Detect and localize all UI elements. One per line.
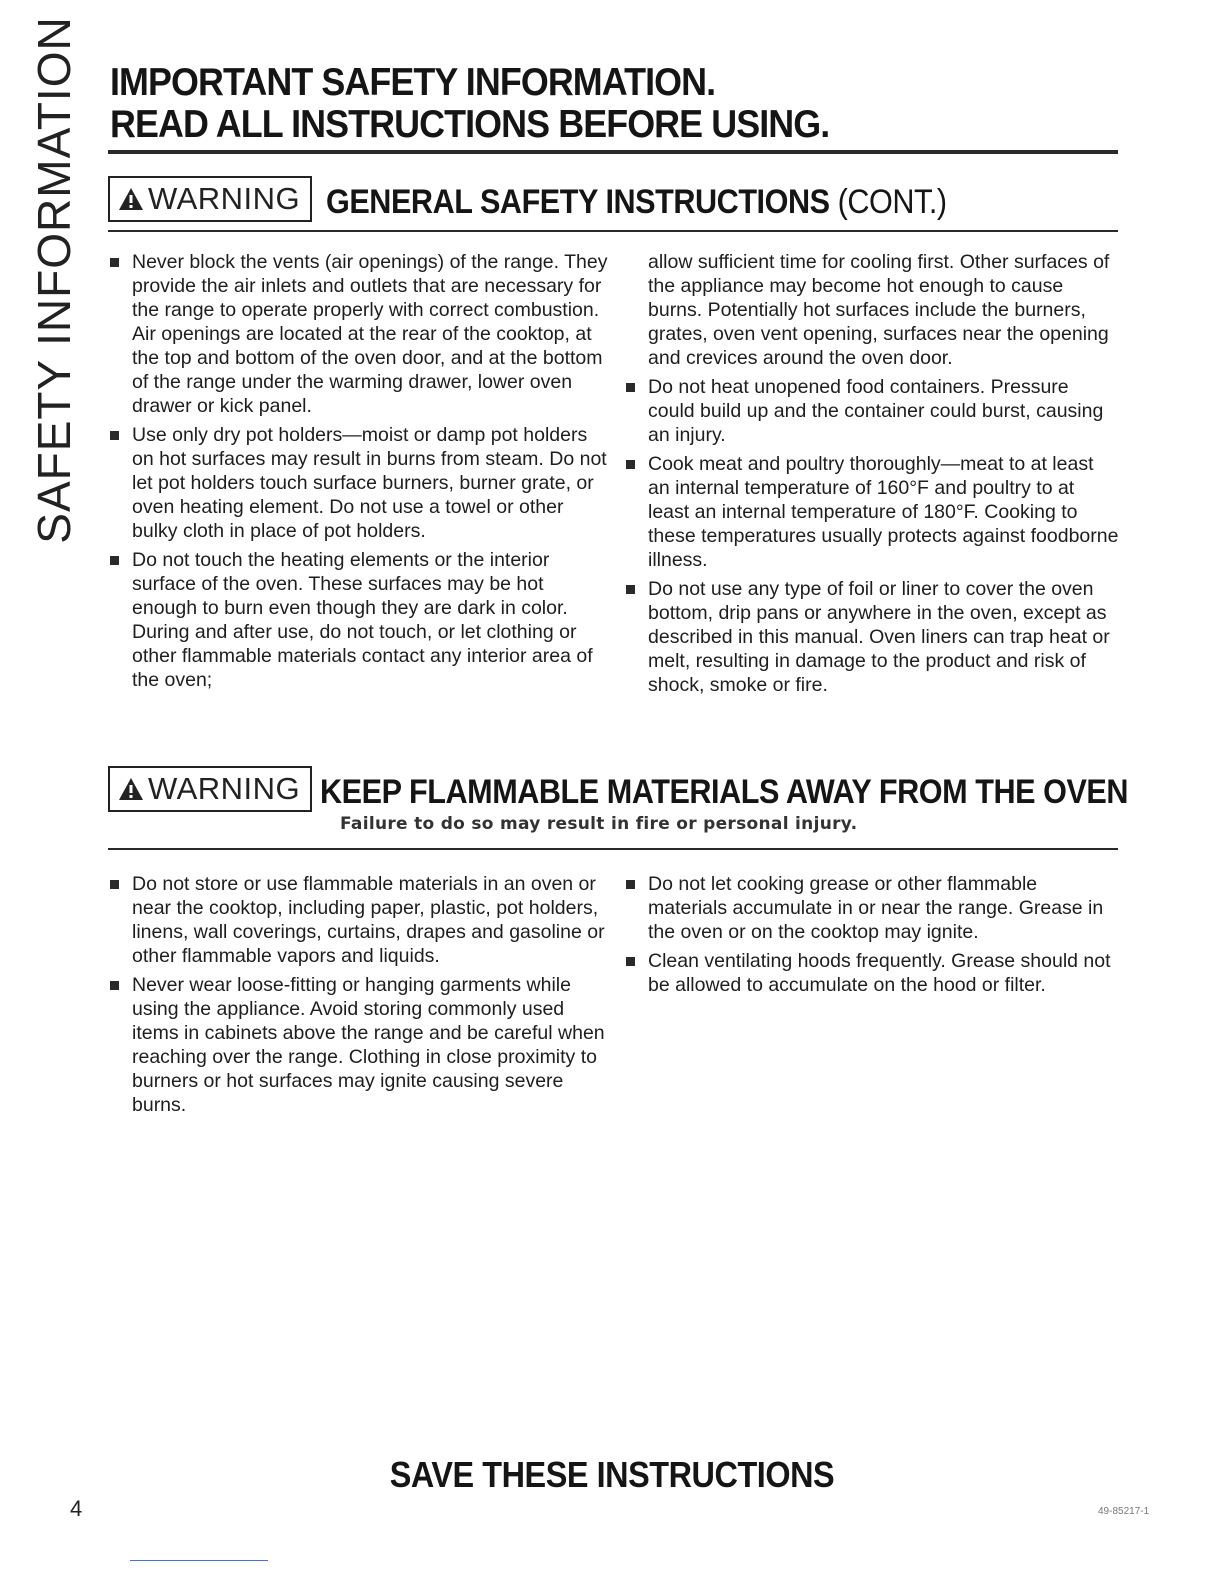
section-general-safety-heading [108, 176, 1016, 222]
section1-right-column [624, 250, 1120, 702]
section-title-suffix: (CONT.) [837, 183, 947, 221]
side-tab-label: SAFETY INFORMATION [28, 16, 80, 544]
section1-left-column [108, 250, 608, 697]
section-flammable-heading [108, 766, 1218, 812]
section2-left-column [108, 872, 608, 1122]
section2-right-column [624, 872, 1120, 1002]
list-item: Do not use any type of foil or liner to cover the oven bottom, drip pans or anywhere in the oven, except as described in this manual. Oven liners can trap heat or melt, resulting in damage to the product and risk of shock, smoke or fire. [624, 577, 1120, 697]
warning-badge [108, 766, 312, 812]
header-line-1: IMPORTANT SAFETY INFORMATION. [110, 61, 716, 104]
warning-label: WARNING [148, 771, 301, 806]
document-code: 49-85217-1 [1098, 1506, 1150, 1517]
list-item: Use only dry pot holders—moist or damp pot holders on hot surfaces may result in burns from steam. Do not let pot holders touch surface burners, burner grate, or oven heating element. Do not use a towel or other bulky cloth in place of pot holders. [108, 423, 608, 543]
page-header [110, 62, 1120, 146]
decorative-line [130, 1560, 268, 1561]
list-item: Do not touch the heating elements or the interior surface of the oven. These surfaces may be hot enough to burn even though they are dark in color. During and after use, do not touch, or let clothing or other flammable materials contact any interior area of the oven; [108, 548, 608, 692]
page-number: 4 [70, 1496, 83, 1521]
warning-label: WARNING [148, 181, 301, 216]
section-rule [108, 230, 1118, 232]
save-instructions-text: SAVE THESE INSTRUCTIONS [389, 1454, 835, 1495]
header-line-2: READ ALL INSTRUCTIONS BEFORE USING. [110, 103, 830, 146]
section-subtitle: Failure to do so may result in fire or personal injury. [340, 814, 858, 834]
warning-triangle-icon [118, 187, 144, 211]
list-item: Never block the vents (air openings) of the range. They provide the air inlets and outlets that are necessary for the range to operate properly with correct combustion. Air openings are located at the rear of the cooktop, at the top and bottom of the oven door, and at the bottom of the range under the warming drawer, lower oven drawer or kick panel. [108, 250, 608, 418]
continued-paragraph: allow sufficient time for cooling first. Other surfaces of the appliance may become hot enough to cause burns. Potentially hot surfaces include the burners, grates, oven vent opening, surfaces near the opening and crevices around the oven door. [648, 251, 1110, 369]
warning-triangle-icon [118, 777, 144, 801]
header-rule [108, 150, 1118, 154]
save-instructions-footer [0, 1454, 1224, 1496]
list-item: Do not store or use flammable materials in an oven or near the cooktop, including paper, plastic, pot holders, linens, wall coverings, curtains, drapes and gasoline or other flammable vapors and liquids. [108, 872, 608, 968]
side-tab [28, 16, 80, 544]
list-item: Do not let cooking grease or other flammable materials accumulate in or near the range. Grease in the oven or on the cooktop may ignite. [624, 872, 1120, 944]
list-item: Cook meat and poultry thoroughly—meat to at least an internal temperature of 160°F and poultry to at least an internal temperature of 180°F. Cooking to these temperatures usually protects against foodborne illness. [624, 452, 1120, 572]
warning-badge [108, 176, 312, 222]
list-item: Never wear loose-fitting or hanging garments while using the appliance. Avoid storing commonly used items in cabinets above the range and be careful when reaching over the range. Clothing in close proximity to burners or hot surfaces may ignite causing severe burns. [108, 973, 608, 1117]
list-item: Clean ventilating hoods frequently. Grease should not be allowed to accumulate on the hood or filter. [624, 949, 1120, 997]
section-title: KEEP FLAMMABLE MATERIALS AWAY FROM THE OVEN [320, 773, 1129, 811]
section-title-text: GENERAL SAFETY INSTRUCTIONS [326, 183, 830, 221]
section-rule [108, 848, 1118, 850]
list-item: Do not heat unopened food containers. Pressure could build up and the container could burst, causing an injury. [624, 375, 1120, 447]
section-title [326, 183, 947, 222]
